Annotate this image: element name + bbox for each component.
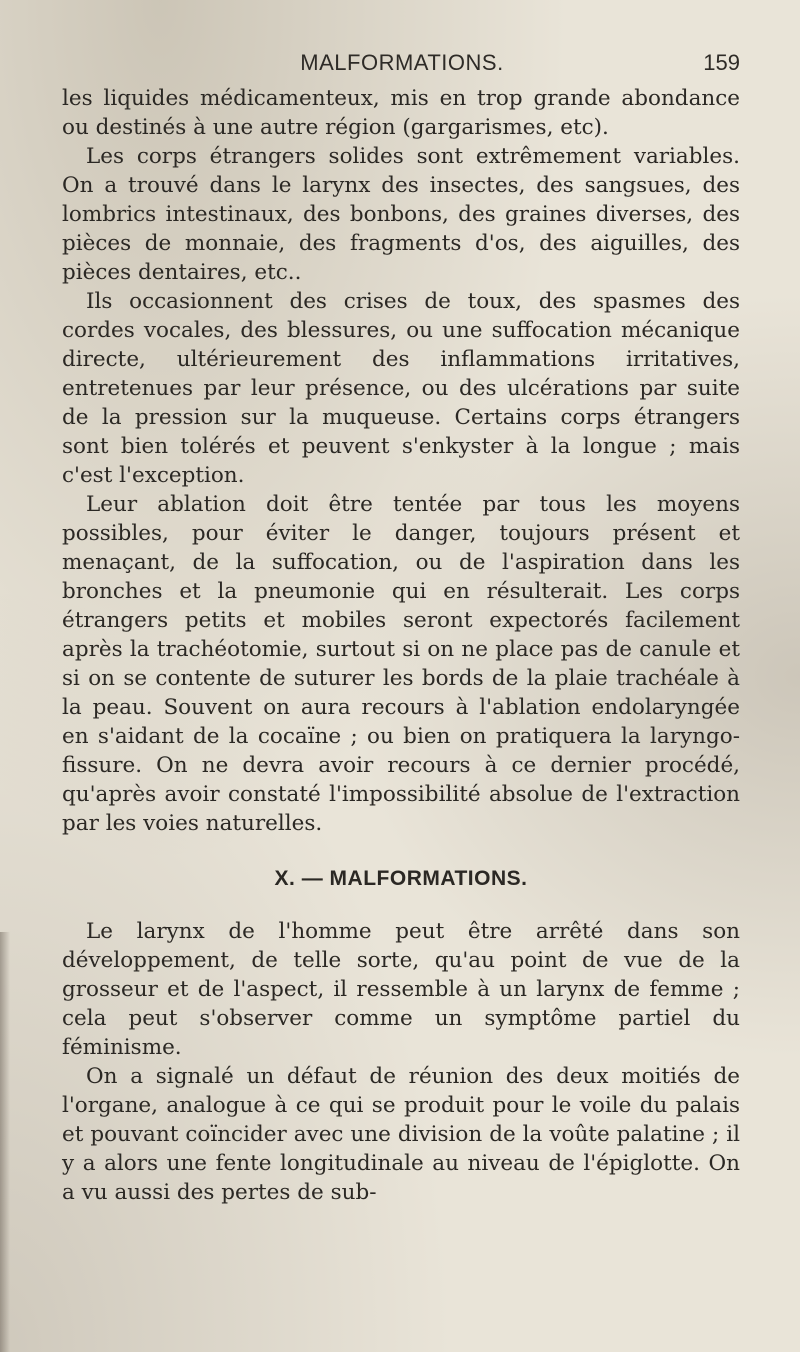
paragraph-symptoms: Ils occasionnent des crises de toux, des spasmes des cordes vocales, des blessures, ou une suffocation mécanique directe, ultérieurement des inflammations irritatives, entretenues par leur présence, ou des ulcérations par suite de la pression sur la muqueuse. Certains corps étrangers sont bien tolérés et peuvent s'enkyster à la longue ; mais c'est l'exception. [62, 289, 740, 488]
body-text [62, 84, 740, 1207]
paragraph-cleft: On a signalé un défaut de réunion des deux moitiés de l'organe, analogue à ce qui se produit pour le voile du palais et pouvant coïncider avec une division de la voûte palatine ; il y a alors une fente longitudinale au niveau de l'épiglotte. On a vu aussi des pertes de sub- [62, 1064, 740, 1205]
running-title: MALFORMATIONS. [300, 50, 504, 75]
page-header [62, 50, 742, 82]
section-heading: X. — MALFORMATIONS. [274, 867, 528, 890]
paragraph-treatment: Leur ablation doit être tentée par tous les moyens possibles, pour éviter le danger, toujours présent et menaçant, de la suffocation, ou de l'aspiration dans les bronches et la pneumonie qui en résulterait. Les corps étrangers petits et mobiles seront expectorés facilement après la trachéotomie, surtout si on ne place pas de canule et si on se contente de suturer les bords de la plaie trachéale à la peau. Souvent on aura recours à l'ablation endolaryngée en s'aidant de la cocaïne ; ou bien on pratiquera la laryngo-fissure. On ne devra avoir recours à ce dernier procédé, qu'après avoir constaté l'impossibilité absolue de l'extraction par les voies naturelles. [62, 492, 740, 836]
paragraph-development: Le larynx de l'homme peut être arrêté dans son développement, de telle sorte, qu'au point de vue de la grosseur et de l'aspect, il ressemble à un larynx de femme ; cela peut s'observer comme un symptôme partiel du féminisme. [62, 919, 740, 1060]
paragraph-continuation: les liquides médicamenteux, mis en trop grande abondance ou destinés à une autre région (gargarismes, etc). [62, 86, 740, 140]
page-edge-shadow [0, 932, 10, 1352]
page-number: 159 [703, 50, 740, 75]
paragraph-foreign-bodies: Les corps étrangers solides sont extrêmement variables. On a trouvé dans le larynx des insectes, des sangsues, des lombrics intestinaux, des bonbons, des graines diverses, des pièces de monnaie, des fragments d'os, des aiguilles, des pièces dentaires, etc.. [62, 144, 740, 285]
